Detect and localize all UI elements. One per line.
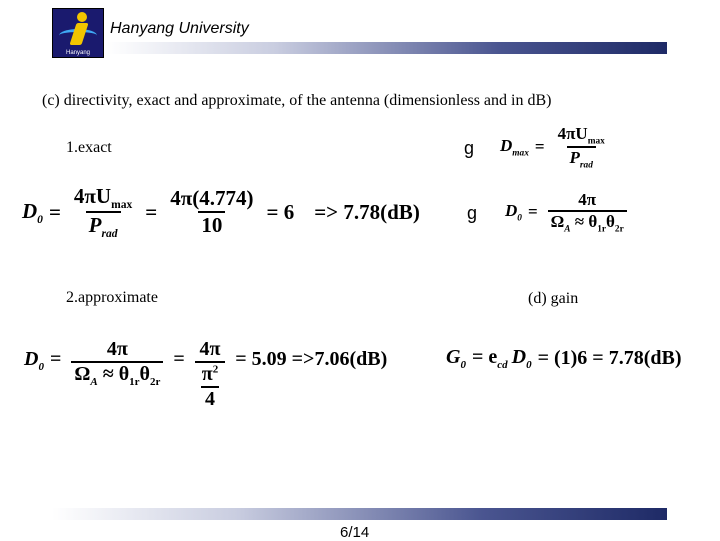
exact-equation: $D_0$ = $\frac{4\pi U_{max}}{P_{rad}}$ = $\frac{4\pi(4.774)}{10}$ = 6 => 7.78(dB)	[22, 184, 420, 241]
label-approx: 2.approximate	[66, 289, 158, 306]
bullet-icon: g	[464, 138, 475, 158]
section-c-title: (c) directivity, exact and approximate, of the antenna (dimensionless and in dB)	[42, 92, 552, 109]
bullet-icon: g	[467, 203, 478, 223]
label-gain: (d) gain	[528, 290, 579, 307]
label-exact: 1.exact	[66, 139, 112, 156]
university-logo	[52, 8, 104, 58]
dmax-fraction: $\frac{4\pi U_{max}}{P_{rad}}$	[557, 124, 605, 171]
university-name: Hanyang University	[110, 20, 249, 37]
logo-dot	[77, 12, 87, 22]
dmax-formula: $D_{max}$ = $\frac{4\pi U_{max}}{P_{rad}}$	[500, 124, 612, 171]
logo-text: Hanyang	[65, 50, 91, 56]
approx-equation: $D_0$ = $\frac{4\pi}{\Omega_A \approx \theta_{1r}\theta_{2r}}$ = 4π $\pi^2$ 4 = 5.09 =>7.06(dB)	[24, 338, 388, 410]
header-bar	[107, 42, 667, 54]
dmax-lhs: $D_{max}$	[500, 136, 529, 159]
page-number: 6/14	[340, 524, 370, 541]
d0-approx-formula: $D_0$ = $\frac{4\pi}{\Omega_A \approx \theta_{1r}\theta_{2r}}$	[505, 190, 631, 234]
footer-bar	[52, 508, 667, 520]
gain-equation: $G_0$ = $e_{cd}$ $D_0$ = (1)6 = 7.78(dB)	[446, 346, 682, 371]
